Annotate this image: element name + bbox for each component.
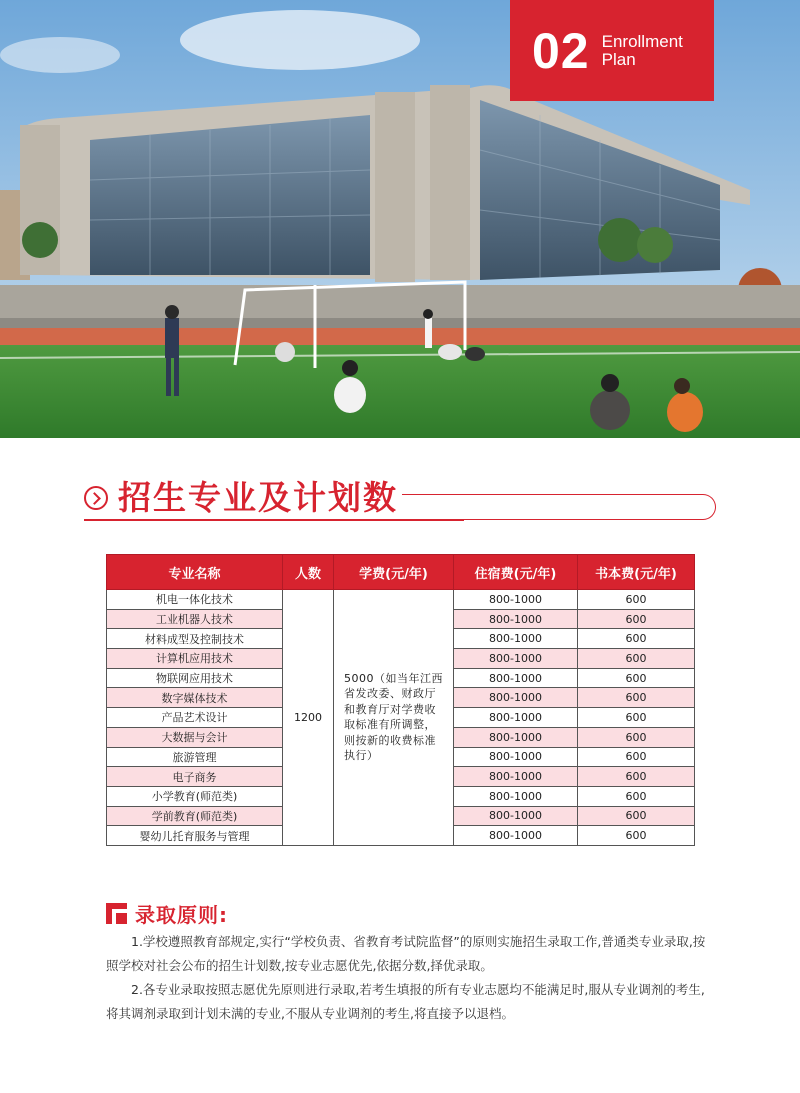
- dorm-fee: 800-1000: [454, 590, 578, 610]
- book-fee: 600: [578, 688, 695, 708]
- dorm-fee: 800-1000: [454, 786, 578, 806]
- badge-line-2: Plan: [601, 49, 636, 69]
- badge-line-1: Enrollment: [601, 31, 683, 51]
- major-name: 旅游管理: [107, 747, 283, 767]
- dorm-fee: 800-1000: [454, 629, 578, 649]
- major-name: 工业机器人技术: [107, 609, 283, 629]
- dorm-fee: 800-1000: [454, 826, 578, 846]
- major-name: 材料成型及控制技术: [107, 629, 283, 649]
- header-tuition: 学费(元/年): [334, 555, 454, 590]
- major-name: 大数据与会计: [107, 727, 283, 747]
- major-name: 物联网应用技术: [107, 668, 283, 688]
- page-title: 招生专业及计划数: [118, 478, 398, 517]
- major-name: 学前教育(师范类): [107, 806, 283, 826]
- book-fee: 600: [578, 806, 695, 826]
- book-fee: 600: [578, 649, 695, 669]
- enrollment-count: 1200: [283, 590, 334, 846]
- chevron-right-circle-icon: [84, 486, 108, 510]
- major-name: 小学教育(师范类): [107, 786, 283, 806]
- section-heading: [84, 476, 716, 524]
- book-fee: 600: [578, 767, 695, 787]
- corner-bracket-icon: [106, 903, 127, 924]
- badge-number: 02: [532, 22, 590, 79]
- principle-paragraph-2: 2.各专业录取按照志愿优先原则进行录取,若考生填报的所有专业志愿均不能满足时,服从专业调剂的考生,将其调剂录取到计划未满的专业,不服从专业调剂的考生,将直接予以退档。: [106, 982, 705, 1021]
- principle-paragraph-1: 1.学校遵照教育部规定,实行“学校负责、省教育考试院监督”的原则实施招生录取工作,普通类专业录取,按照学校对社会公布的招生计划数,按专业志愿优先,依据分数,择优录取。: [106, 934, 706, 973]
- dorm-fee: 800-1000: [454, 649, 578, 669]
- book-fee: 600: [578, 668, 695, 688]
- dorm-fee: 800-1000: [454, 668, 578, 688]
- dorm-fee: 800-1000: [454, 708, 578, 728]
- dorm-fee: 800-1000: [454, 727, 578, 747]
- principles-title: 录取原则:: [135, 902, 228, 927]
- book-fee: 600: [578, 826, 695, 846]
- dorm-fee: 800-1000: [454, 767, 578, 787]
- book-fee: 600: [578, 727, 695, 747]
- major-name: 电子商务: [107, 767, 283, 787]
- table-header-row: [107, 555, 695, 590]
- book-fee: 600: [578, 609, 695, 629]
- major-name: 数字媒体技术: [107, 688, 283, 708]
- header-count: 人数: [283, 555, 334, 590]
- book-fee: 600: [578, 747, 695, 767]
- book-fee: 600: [578, 786, 695, 806]
- major-name: 婴幼儿托育服务与管理: [107, 826, 283, 846]
- dorm-fee: 800-1000: [454, 609, 578, 629]
- dorm-fee: 800-1000: [454, 747, 578, 767]
- table-row: [107, 590, 695, 610]
- major-name: 计算机应用技术: [107, 649, 283, 669]
- book-fee: 600: [578, 629, 695, 649]
- major-name: 机电一体化技术: [107, 590, 283, 610]
- header-dorm-fee: 住宿费(元/年): [454, 555, 578, 590]
- dorm-fee: 800-1000: [454, 688, 578, 708]
- heading-frame: [402, 494, 716, 520]
- principles-heading: [106, 898, 228, 928]
- section-badge: [510, 0, 714, 101]
- book-fee: 600: [578, 708, 695, 728]
- badge-caption: [602, 33, 683, 69]
- major-name: 产品艺术设计: [107, 708, 283, 728]
- header-book-fee: 书本费(元/年): [578, 555, 695, 590]
- dorm-fee: 800-1000: [454, 806, 578, 826]
- header-major: 专业名称: [107, 555, 283, 590]
- book-fee: 600: [578, 590, 695, 610]
- enrollment-plan-table: [106, 554, 695, 846]
- tuition-fee: 5000（如当年江西省发改委、财政厅和教育厅对学费收取标准有所调整，则按新的收费标准执行）: [334, 590, 454, 846]
